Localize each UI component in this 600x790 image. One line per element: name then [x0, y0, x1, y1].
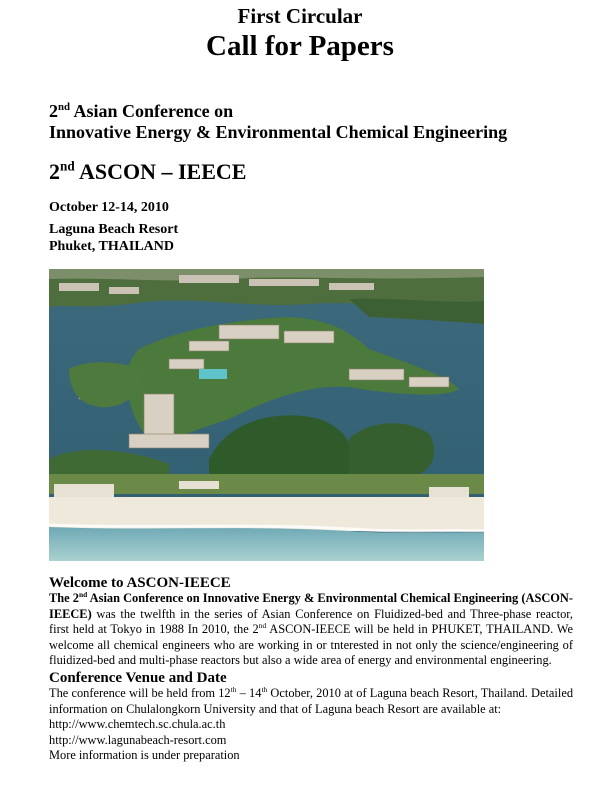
- venue-sup-b: th: [261, 684, 268, 694]
- welcome-text-a: The 2: [49, 591, 79, 605]
- venue-paragraph: [49, 686, 573, 764]
- ordinal-number: 2: [49, 101, 58, 121]
- conference-date: October 12-14, 2010: [49, 200, 169, 215]
- venue-name: Laguna Beach Resort: [49, 222, 179, 237]
- venue-text-a: The conference will be held from 12: [49, 686, 231, 700]
- welcome-sup-c: nd: [258, 621, 267, 631]
- venue-text-b: – 14: [236, 686, 262, 700]
- conference-title-line2: Innovative Energy & Environmental Chemical Engineering: [49, 122, 508, 142]
- acronym-text: ASCON – IEECE: [74, 159, 247, 184]
- venue-heading: Conference Venue and Date: [49, 670, 227, 686]
- link-lagunabeach[interactable]: http://www.lagunabeach-resort.com: [49, 732, 227, 747]
- welcome-text-c: was the twelfth in the series of Asian Conference on Fluidized-bed and Three-phase reactor, first held at Tokyo in 1988 In 2010, the 2: [49, 606, 573, 637]
- venue-location: Phuket, THAILAND: [49, 239, 174, 254]
- title-line1-text: Asian Conference on: [70, 101, 234, 121]
- conference-acronym: [49, 159, 246, 185]
- welcome-heading: Welcome to ASCON-IEECE: [49, 575, 231, 591]
- welcome-sup-a: nd: [78, 589, 88, 599]
- conference-title-line1: [49, 101, 233, 122]
- welcome-text-b: Asian Conference on Innovative Energy & Environmental Chemical Engineering (ASCON-IEECE): [49, 591, 573, 621]
- welcome-paragraph: [49, 591, 573, 669]
- welcome-text-d: ASCON-IEECE will be held in PHUKET, THAILAND. We welcome all chemical engineers who are working in or tnterested in not only the science/engineering of fluidized-bed and multi-phase reactors but also a wide area of energy and environmental engineering.: [49, 622, 574, 668]
- acronym-ordinal-suffix: nd: [60, 158, 75, 174]
- ordinal-suffix: nd: [58, 101, 71, 113]
- venue-text-c: October, 2010 at of Laguna beach Resort, Thailand. Detailed information on Chulalongkorn University and that of Laguna beach Resort are available at:: [49, 686, 574, 716]
- venue-sup-a: th: [230, 684, 237, 694]
- first-circular-heading: First Circular: [237, 4, 363, 28]
- call-for-papers-heading: Call for Papers: [206, 30, 394, 62]
- link-chemtech[interactable]: http://www.chemtech.sc.chula.ac.th: [49, 717, 226, 732]
- resort-aerial-photo: [49, 269, 484, 561]
- more-info-note: More information is under preparation: [49, 748, 240, 763]
- acronym-ordinal: 2: [49, 159, 60, 184]
